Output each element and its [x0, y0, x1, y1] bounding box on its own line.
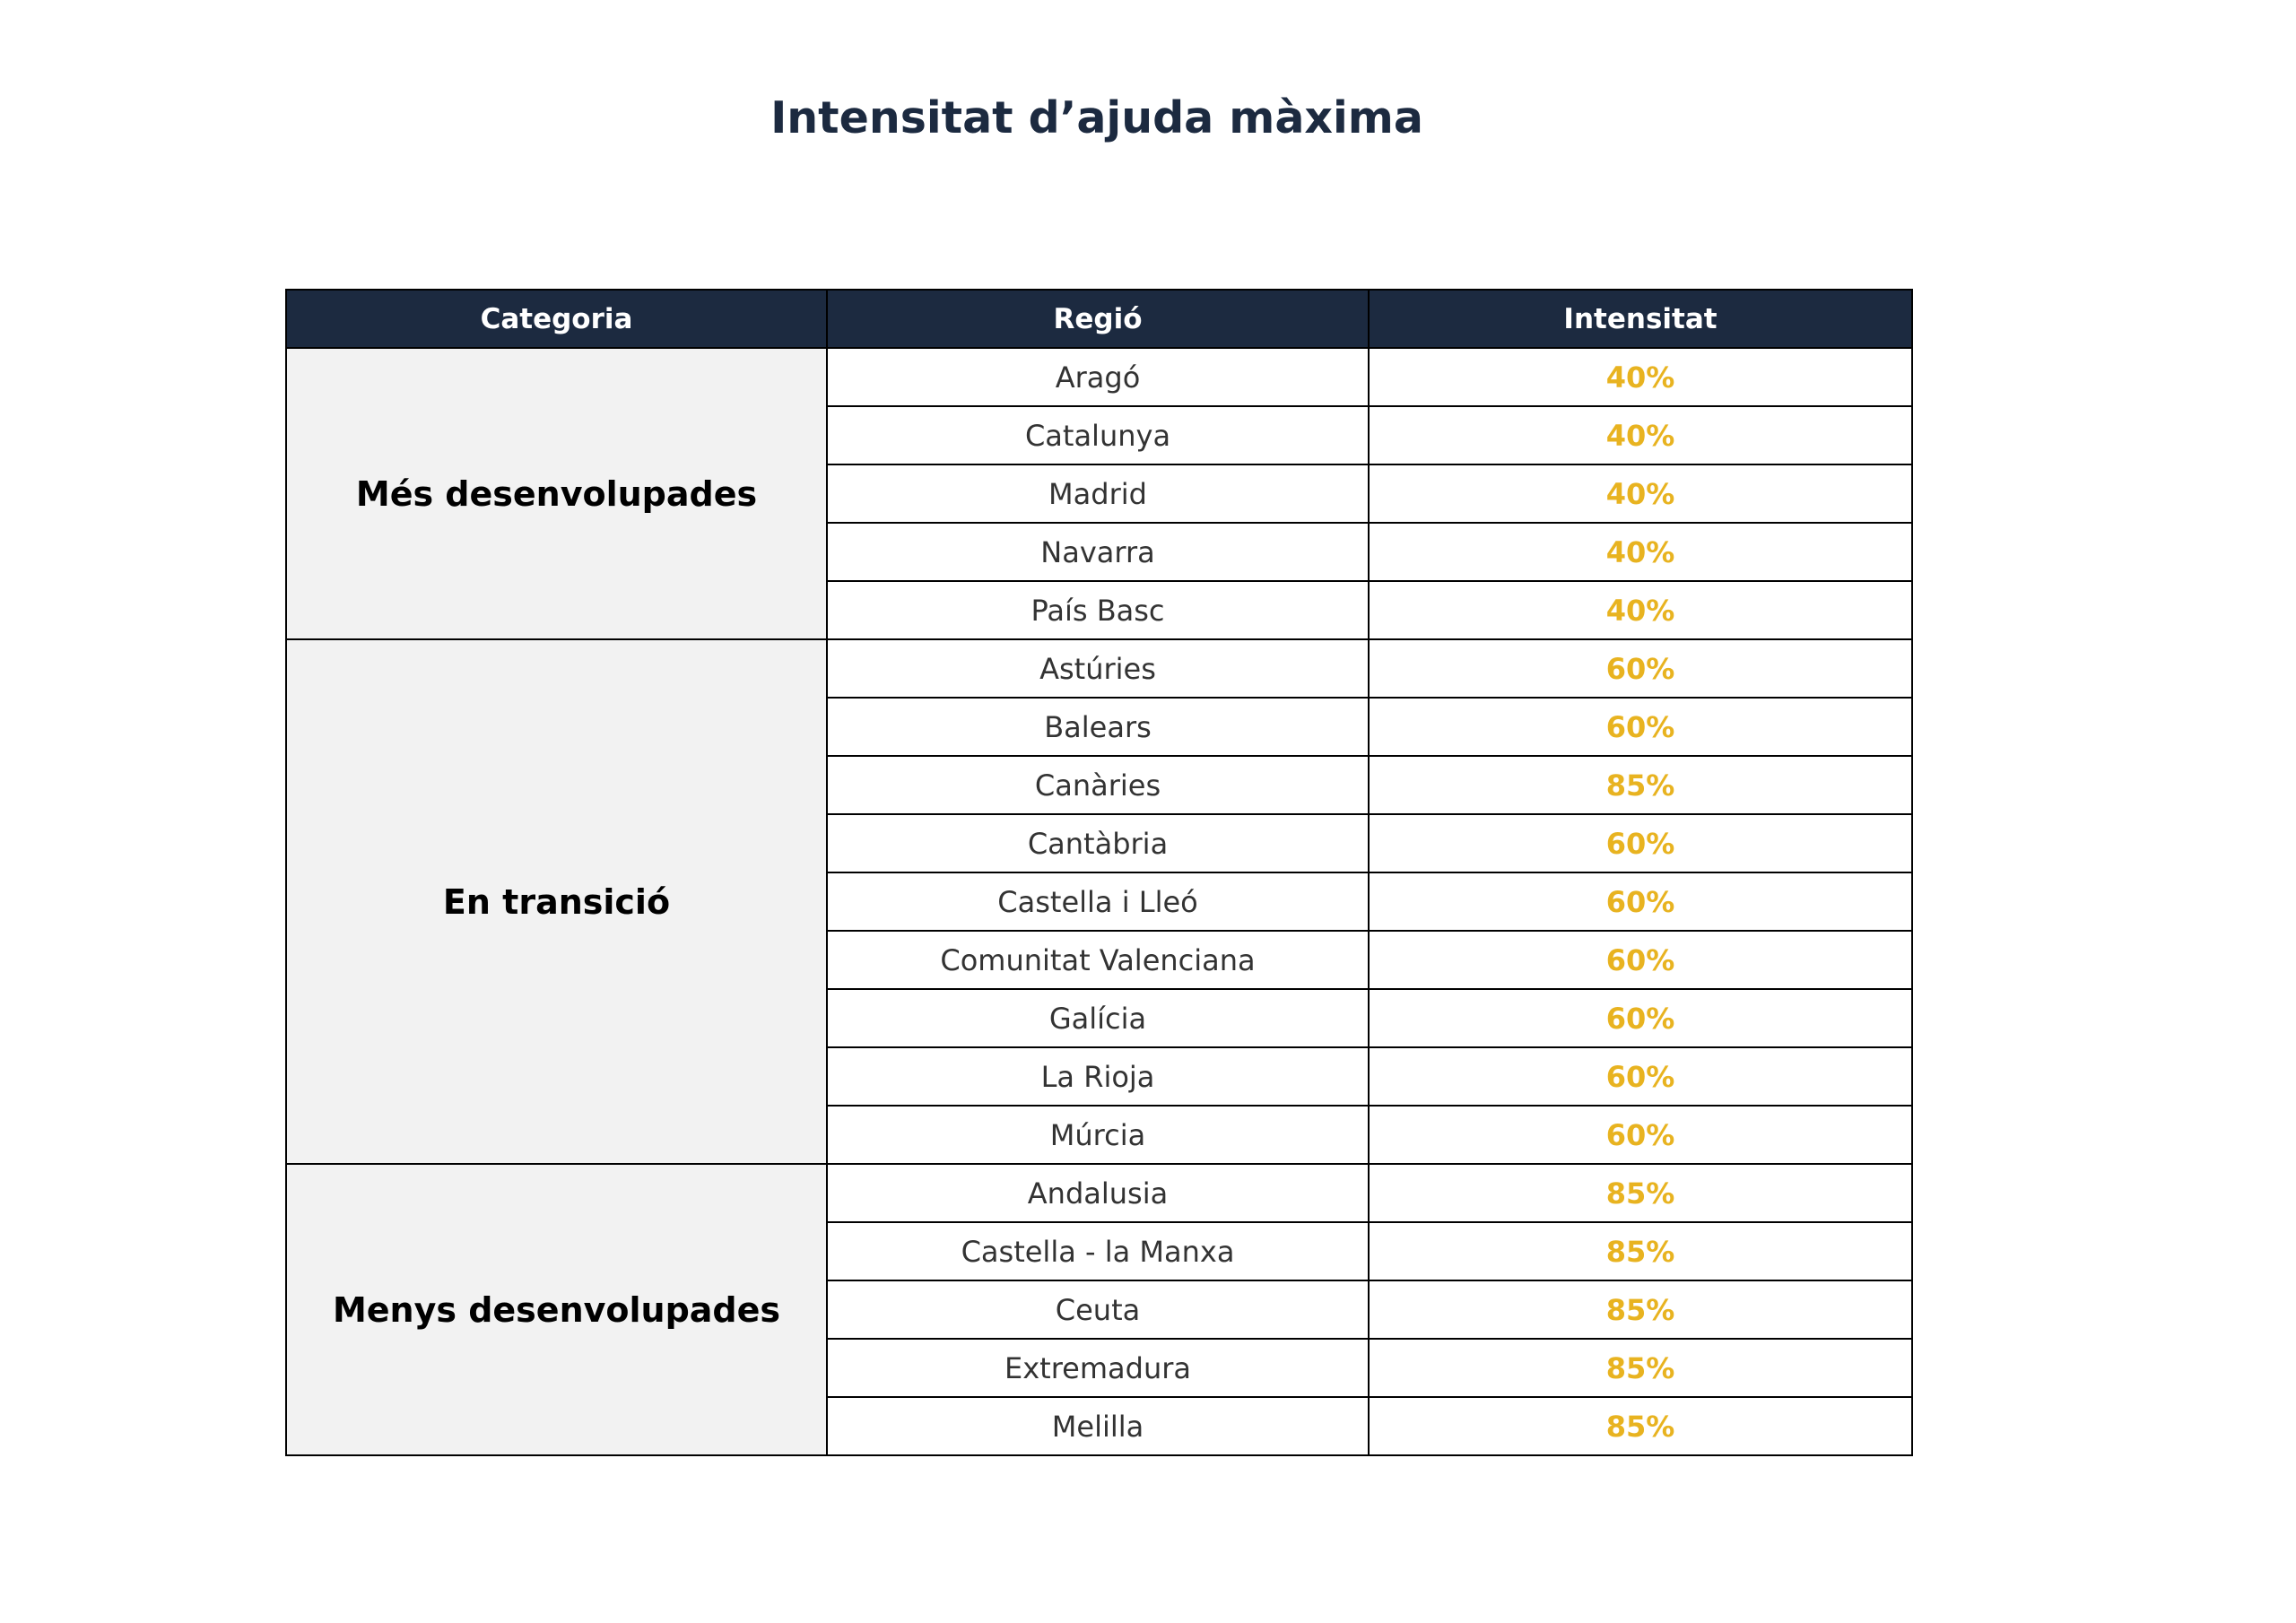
intensity-cell: 60% — [1369, 872, 1912, 931]
category-cell: Més desenvolupades — [286, 348, 827, 639]
intensity-cell: 60% — [1369, 931, 1912, 989]
page-title: Intensitat d’ajuda màxima — [770, 92, 1423, 143]
region-cell: Comunitat Valenciana — [827, 931, 1369, 989]
intensity-cell: 85% — [1369, 1397, 1912, 1455]
intensity-cell: 40% — [1369, 464, 1912, 523]
region-cell: Castella i Lleó — [827, 872, 1369, 931]
region-cell: Andalusia — [827, 1164, 1369, 1222]
region-cell: Galícia — [827, 989, 1369, 1047]
table-row — [286, 639, 1912, 698]
region-cell: Melilla — [827, 1397, 1369, 1455]
intensity-cell: 60% — [1369, 1106, 1912, 1164]
region-cell: Múrcia — [827, 1106, 1369, 1164]
intensity-cell: 85% — [1369, 756, 1912, 814]
region-cell: Balears — [827, 698, 1369, 756]
header-intensitat: Intensitat — [1369, 290, 1912, 348]
region-cell: Navarra — [827, 523, 1369, 581]
region-cell: País Basc — [827, 581, 1369, 639]
intensity-cell: 60% — [1369, 1047, 1912, 1106]
aid-intensity-table — [285, 289, 1913, 1456]
intensity-cell: 85% — [1369, 1280, 1912, 1339]
table-row — [286, 348, 1912, 406]
region-cell: La Rioja — [827, 1047, 1369, 1106]
intensity-cell: 40% — [1369, 406, 1912, 464]
region-cell: Cantàbria — [827, 814, 1369, 872]
region-cell: Castella - la Manxa — [827, 1222, 1369, 1280]
region-cell: Aragó — [827, 348, 1369, 406]
table-header-row — [286, 290, 1912, 348]
intensity-cell: 60% — [1369, 814, 1912, 872]
intensity-cell: 60% — [1369, 989, 1912, 1047]
intensity-cell: 40% — [1369, 523, 1912, 581]
region-cell: Ceuta — [827, 1280, 1369, 1339]
region-cell: Astúries — [827, 639, 1369, 698]
region-cell: Madrid — [827, 464, 1369, 523]
intensity-cell: 85% — [1369, 1339, 1912, 1397]
intensity-cell: 60% — [1369, 698, 1912, 756]
category-cell: Menys desenvolupades — [286, 1164, 827, 1455]
region-cell: Extremadura — [827, 1339, 1369, 1397]
intensity-cell: 85% — [1369, 1222, 1912, 1280]
region-cell: Catalunya — [827, 406, 1369, 464]
intensity-cell: 60% — [1369, 639, 1912, 698]
intensity-cell: 40% — [1369, 348, 1912, 406]
header-regio: Regió — [827, 290, 1369, 348]
intensity-cell: 40% — [1369, 581, 1912, 639]
header-categoria: Categoria — [286, 290, 827, 348]
region-cell: Canàries — [827, 756, 1369, 814]
intensity-cell: 85% — [1369, 1164, 1912, 1222]
table-row — [286, 1164, 1912, 1222]
category-cell: En transició — [286, 639, 827, 1164]
